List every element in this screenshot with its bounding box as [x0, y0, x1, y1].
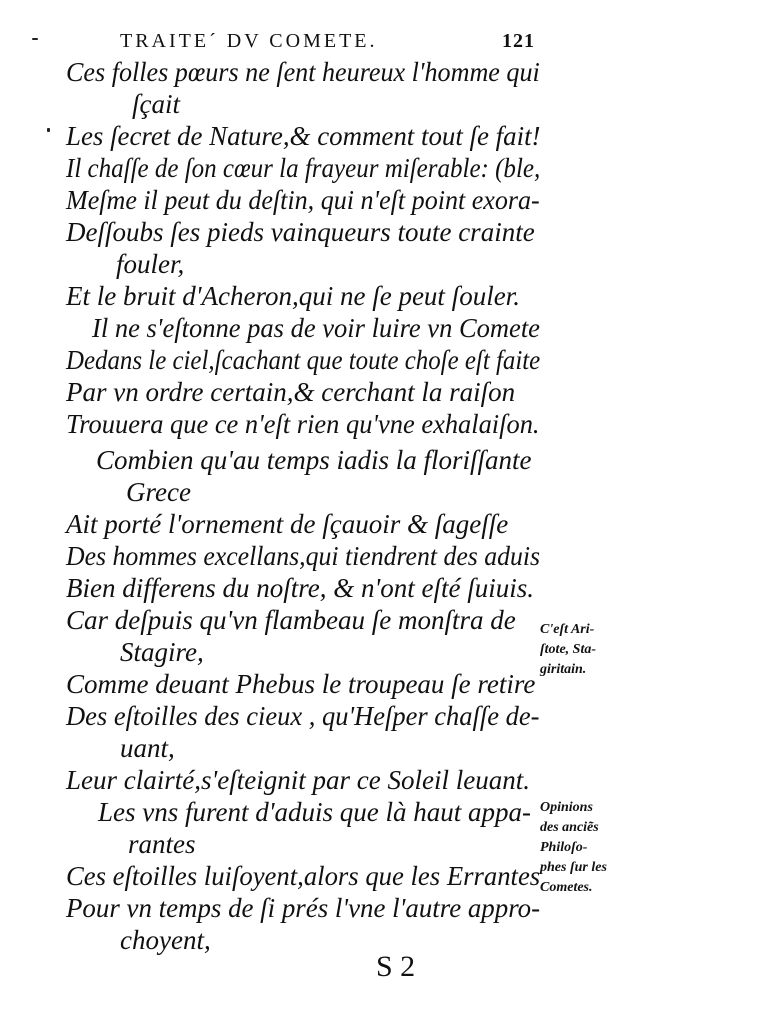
text-line: Bien differens du noſtre, & n'ont eſté ſuiuis. [66, 573, 534, 603]
text-line: Grece [126, 477, 191, 507]
running-title: TRAITE´ DV COMETE. [120, 30, 378, 52]
text-line: Les ſecret de Nature,& comment tout ſe fait! [66, 121, 541, 151]
text-line: Ces folles pœurs ne ſent heureux l'homme qui [66, 57, 540, 87]
text-line: choyent, [120, 925, 211, 955]
text-line: Deſſoubs ſes pieds vainqueurs toute crainte [66, 217, 535, 247]
text-line: Trouuera que ce n'eſt rien qu'vne exhalaiſon. [66, 409, 540, 439]
text-line: Car deſpuis qu'vn flambeau ſe monſtra de [66, 605, 516, 635]
text-line: Stagire, [120, 637, 204, 667]
ink-speck [32, 38, 38, 40]
margin-note-opinions [540, 798, 630, 898]
text-line: Il ne s'eſtonne pas de voir luire vn Comete [92, 313, 540, 343]
margin-note-aristote [540, 620, 630, 680]
text-line: Et le bruit d'Acheron,qui ne ſe peut ſouler. [66, 281, 520, 311]
text-line: Leur clairté,s'eſteignit par ce Soleil leuant. [66, 765, 530, 795]
text-line: Ait porté l'ornement de ſçauoir & ſageſſe [66, 509, 509, 539]
signature-mark: S 2 [376, 950, 416, 983]
text-line: Les vns furent d'aduis que là haut appa- [98, 797, 532, 827]
text-line: Meſme il peut du deſtin, qui n'eſt point exora- [66, 185, 540, 215]
text-line: Pour vn temps de ſi prés l'vne l'autre appro- [66, 893, 541, 923]
margin-note-line: C'eſt Ari- [540, 622, 595, 637]
text-line: Par vn ordre certain,& cerchant la raiſon [66, 377, 516, 407]
margin-note-line: phes ſur les [540, 860, 607, 875]
text-line: Comme deuant Phebus le troupeau ſe retire [66, 669, 536, 699]
text-line: Il chaſſe de ſon cœur la frayeur miſerable: (ble, [66, 153, 541, 183]
margin-note-line: des anciẽs [540, 820, 599, 835]
text-line: fouler, [116, 249, 185, 279]
text-line: uant, [120, 733, 175, 763]
text-line: ſçait [132, 89, 180, 119]
page-number: 121 [502, 30, 535, 52]
text-line: Des hommes excellans,qui tiendrent des aduis [66, 541, 541, 571]
text-line: Combien qu'au temps iadis la floriſſante [96, 445, 532, 475]
text-line: Ces eſtoilles luiſoyent,alors que les Errantes [66, 861, 541, 891]
ink-speck [47, 128, 50, 132]
margin-note-line: ſtote, Sta- [540, 642, 596, 657]
margin-note-line: Philoſo- [540, 840, 588, 855]
text-line: Dedans le ciel,ſcachant que toute choſe eſt faite [66, 345, 541, 375]
margin-note-line: Opinions [540, 800, 593, 815]
text-line: rantes [128, 829, 196, 859]
text-line: Des eſtoilles des cieux , qu'Heſper chaſſe de- [66, 701, 540, 731]
margin-note-line: Cometes. [540, 880, 593, 895]
margin-note-line: giritain. [540, 662, 587, 677]
